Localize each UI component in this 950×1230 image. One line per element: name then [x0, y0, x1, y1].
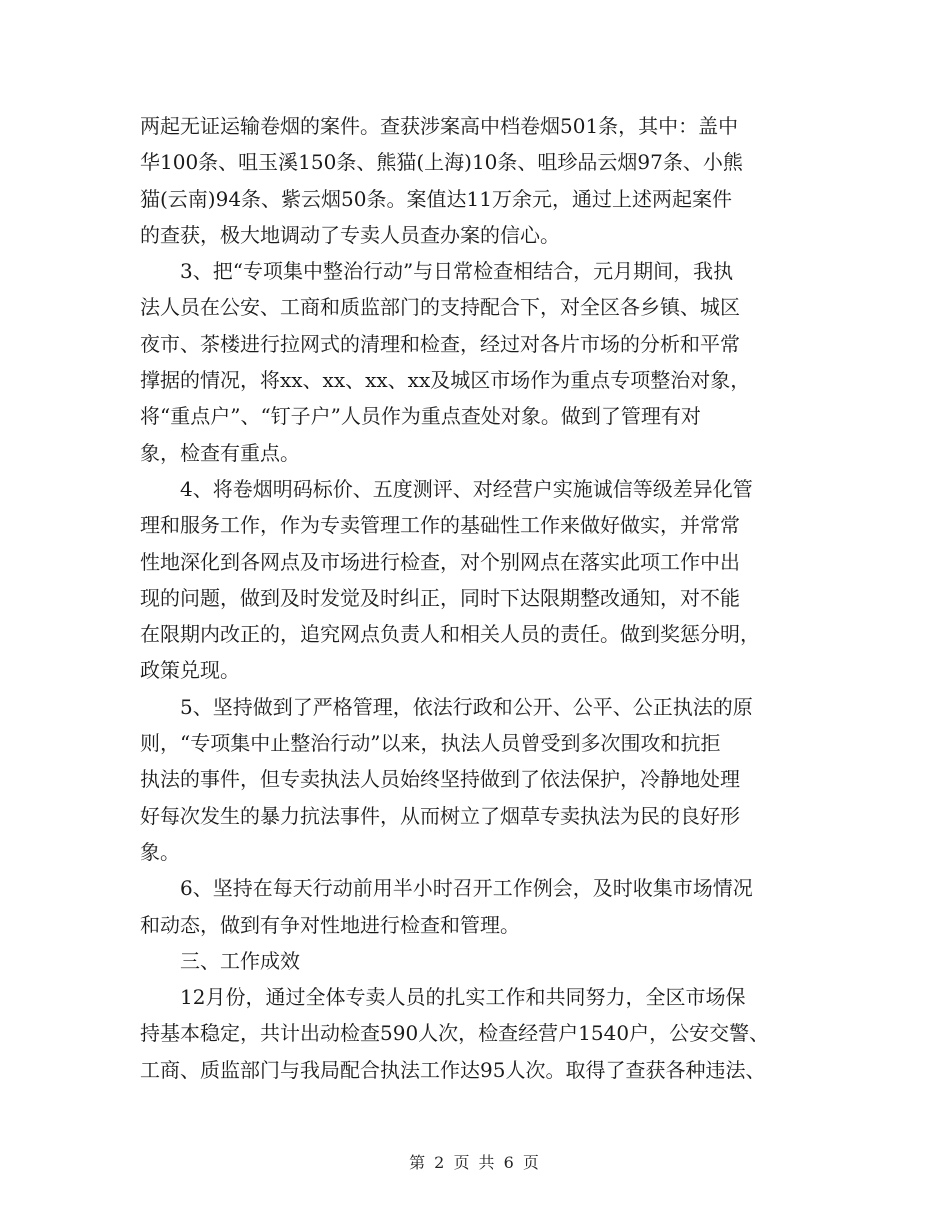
text-line: 法人员在公安、工商和质监部门的支持配合下，对全区各乡镇、城区: [140, 295, 740, 320]
text-line: 6、坚持在每天行动前用半小时召开工作例会，及时收集市场情况: [140, 876, 753, 901]
text-line: 象，检查有重点。: [140, 440, 300, 465]
text-line: 象。: [140, 839, 180, 864]
text-line: 性地深化到各网点及市场进行检查，对个别网点在落实此项工作中出: [140, 549, 740, 574]
text-line: 在限期内改正的，追究网点负责人和相关人员的责任。做到奖惩分明，: [140, 622, 760, 647]
text-line: 则，“专项集中止整治行动”以来，执法人员曾受到多次围攻和抗拒: [140, 731, 721, 756]
text-line: 撑据的情况，将xx、xx、xx、xx及城区市场作为重点专项整治对象，: [140, 368, 751, 393]
text-line: 工商、质监部门与我局配合执法工作达95人次。取得了查获各种违法、: [140, 1057, 766, 1082]
text-line: 持基本稳定，共计出动检查590人次，检查经营户1540户，公安交警、: [140, 1021, 770, 1046]
text-line: 三、工作成效: [140, 948, 300, 973]
document-body: [140, 108, 830, 1088]
text-line: 政策兑现。: [140, 658, 240, 683]
text-line: 5、坚持做到了严格管理，依法行政和公开、公平、公正执法的原: [140, 694, 753, 719]
text-line: 理和服务工作，作为专卖管理工作的基础性工作来做好做实，并常常: [140, 513, 740, 538]
page-footer: 第 2 页 共 6 页: [409, 1153, 541, 1172]
text-line: 两起无证运输卷烟的案件。查获涉案高中档卷烟501条，其中：盖中: [140, 114, 739, 138]
text-line: 12月份，通过全体专卖人员的扎实工作和共同努力，全区市场保: [140, 985, 746, 1010]
text-line: 执法的事件，但专卖执法人员始终坚持做到了依法保护，冷静地处理: [140, 767, 740, 792]
text-line: 3、把“专项集中整治行动”与日常检查相结合，元月期间，我执: [140, 259, 734, 284]
text-line: 将“重点户”、“钉子户”人员作为重点查处对象。做到了管理有对: [140, 404, 701, 429]
text-line: 和动态，做到有争对性地进行检查和管理。: [140, 912, 520, 937]
text-line: 夜市、茶楼进行拉网式的清理和检查，经过对各片市场的分析和平常: [140, 331, 740, 356]
text-line: 现的问题，做到及时发觉及时纠正，同时下达限期整改通知，对不能: [140, 585, 740, 610]
text-line: 猫(云南)94条、紫云烟50条。案值达11万余元，通过上述两起案件: [140, 186, 732, 211]
text-line: 好每次发生的暴力抗法事件，从而树立了烟草专卖执法为民的良好形: [140, 803, 740, 828]
text-line: 4、将卷烟明码标价、五度测评、对经营户实施诚信等级差异化管: [140, 476, 753, 501]
text-line: 的查获，极大地调动了专卖人员查办案的信心。: [140, 222, 560, 247]
text-line: 华100条、咀玉溪150条、熊猫(上海)10条、咀珍品云烟97条、小熊: [140, 150, 743, 175]
